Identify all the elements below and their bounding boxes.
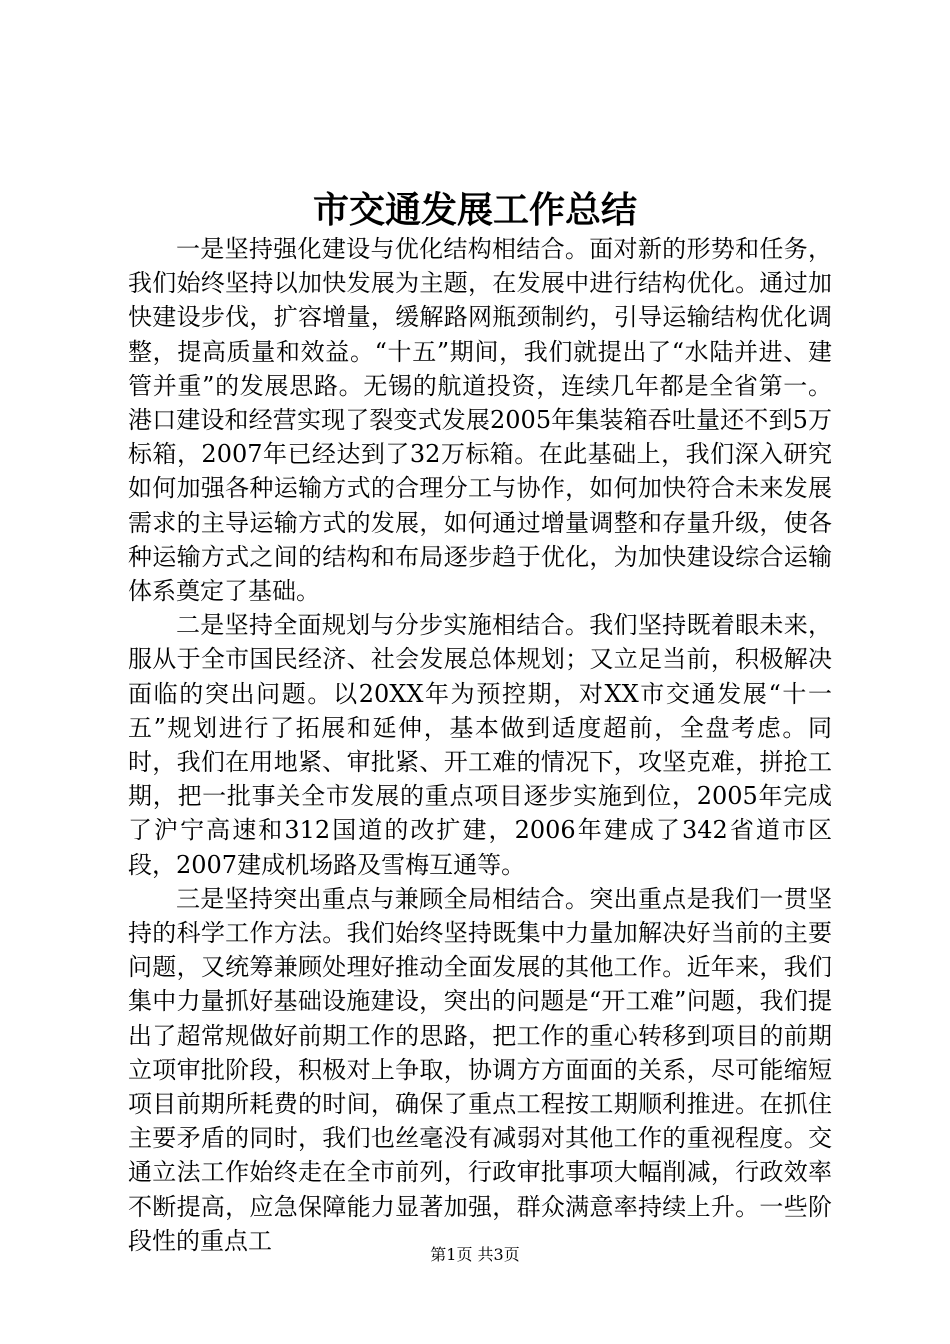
paragraph-3: 三是坚持突出重点与兼顾全局相结合。突出重点是我们一贯坚持的科学工作方法。我们始终坚持既集中力量加解决好当前的主要问题，又统筹兼顾处理好推动全面发展的其他工作。近年来，我们集中力量抓好基础设施建设，突出的问题是“开工难”问题，我们提出了超常规做好前期工作的思路，把工作的重心转移到项目的前期立项审批阶段，积极对上争取，协调方方面面的关系，尽可能缩短项目前期所耗费的时间，确保了重点工程按工期顺利推进。在抓住主要矛盾的同时，我们也丝毫没有减弱对其他工作的重视程度。交通立法工作始终走在全市前列，行政审批事项大幅削减，行政效率不断提高，应急保障能力显著加强，群众满意率持续上升。一些阶段性的重点工 bbox=[128, 884, 832, 1255]
document-title: 市交通发展工作总结 bbox=[312, 189, 637, 231]
paragraph-1: 一是坚持强化建设与优化结构相结合。面对新的形势和任务，我们始终坚持以加快发展为主题，在发展中进行结构优化。通过加快建设步伐，扩容增量，缓解路网瓶颈制约，引导运输结构优化调整，提高质量和效益。“十五”期间，我们就提出了“水陆并进、建管并重”的发展思路。无锡的航道投资，连续几年都是全省第一。港口建设和经营实现了裂变式发展2005年集装箱吞吐量还不到5万标箱，2007年已经达到了32万标箱。在此基础上，我们深入研究如何加强各种运输方式的合理分工与协作，如何加快符合未来发展需求的主导运输方式的发展，如何通过增量调整和存量升级，使各种运输方式之间的结构和布局逐步趋于优化，为加快建设综合运输体系奠定了基础。 bbox=[128, 235, 832, 606]
page-footer: 第1页 共3页 bbox=[430, 1245, 520, 1264]
paragraph-2: 二是坚持全面规划与分步实施相结合。我们坚持既着眼未来，服从于全市国民经济、社会发展总体规划；又立足当前，积极解决面临的突出问题。以20XX年为预控期，对XX市交通发展“十一五”规划进行了拓展和延伸，基本做到适度超前，全盘考虑。同时，我们在用地紧、审批紧、开工难的情况下，攻坚克难，拼抢工期，把一批事关全市发展的重点项目逐步实施到位，2005年完成了沪宁高速和312国道的改扩建，2006年建成了342省道市区段，2007建成机场路及雪梅互通等。 bbox=[128, 611, 832, 879]
document-body bbox=[128, 232, 832, 1258]
